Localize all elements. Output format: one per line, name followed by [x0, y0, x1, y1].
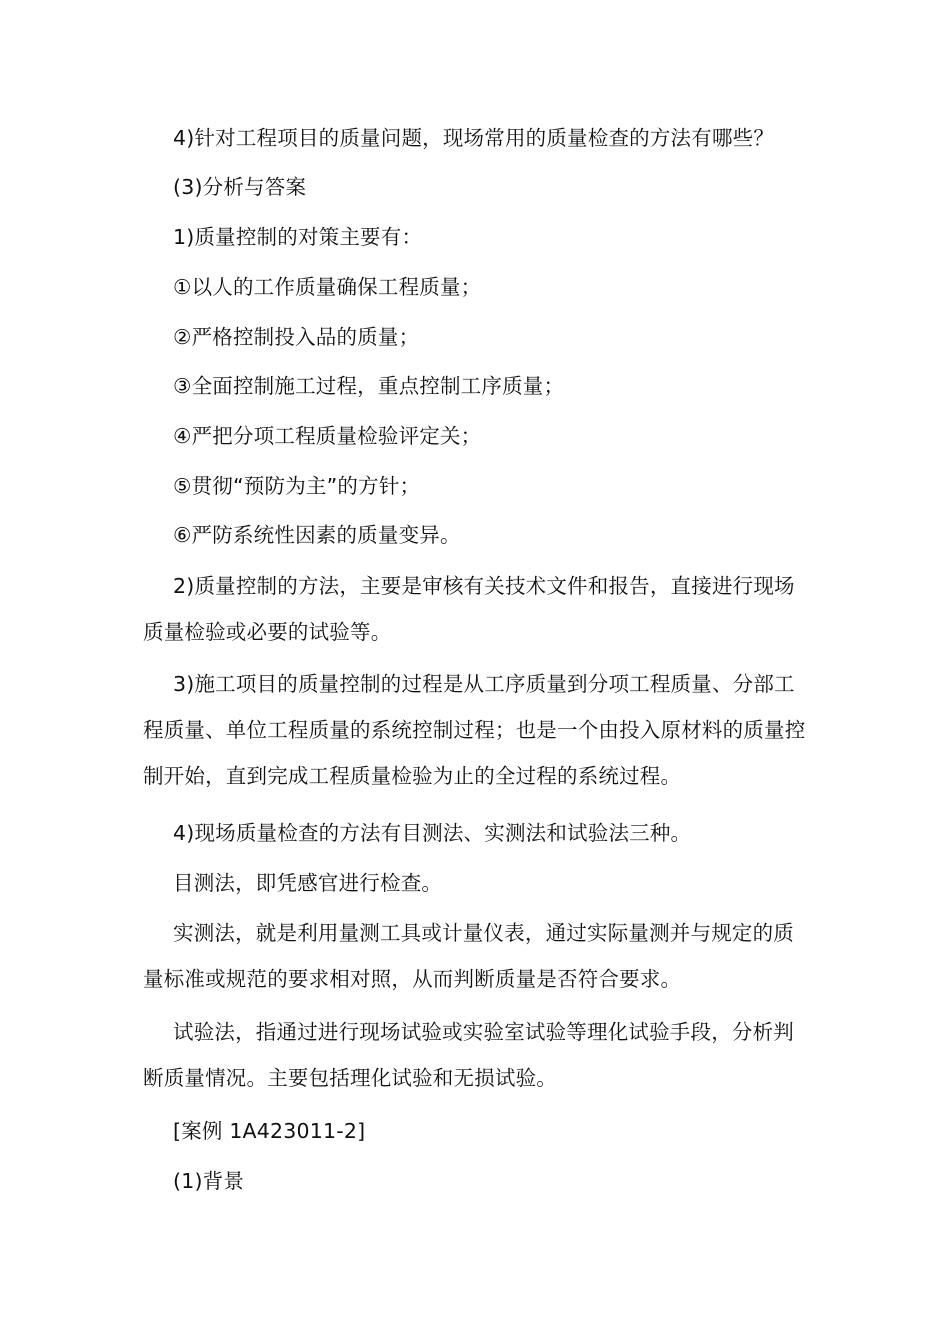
paragraph-background-heading: (1)背景 — [173, 1169, 245, 1193]
paragraph-item-3: ③全面控制施工过程，重点控制工序质量； — [173, 374, 565, 398]
paragraph-test-method: 试验法，指通过进行现场试验或实验室试验等理化试验手段，分析判断质量情况。主要包括理化试验和无损试验。 — [143, 1020, 794, 1090]
paragraph-item-1: ①以人的工作质量确保工程质量； — [173, 275, 482, 299]
paragraph-item-5: ⑤贯彻“预防为主”的方针； — [173, 474, 421, 498]
paragraph-case-heading: [案例 1A423011-2] — [173, 1119, 366, 1143]
paragraph-question-4: 4)针对工程项目的质量问题，现场常用的质量检查的方法有哪些？ — [173, 126, 775, 150]
paragraph-item-4: ④严把分项工程质量检验评定关； — [173, 424, 482, 448]
paragraph-answer-3: 3)施工项目的质量控制的过程是从工序质量到分项工程质量、分部工程质量、单位工程质量的系统控制过程；也是一个由投入原材料的质量控制开始，直到完成工程质量检验为止的全过程的系统过程。 — [143, 672, 806, 788]
paragraph-visual-method: 目测法，即凭感官进行检查。 — [173, 871, 443, 895]
paragraph-analysis-heading: (3)分析与答案 — [173, 175, 307, 199]
paragraph-answer-1: 1)质量控制的对策主要有： — [173, 225, 423, 249]
paragraph-measure-method: 实测法，就是利用量测工具或计量仪表，通过实际量测并与规定的质量标准或规范的要求相对照，从而判断质量是否符合要求。 — [143, 921, 794, 991]
paragraph-answer-4: 4)现场质量检查的方法有目测法、实测法和试验法三种。 — [173, 821, 692, 845]
paragraph-item-6: ⑥严防系统性因素的质量变异。 — [173, 523, 461, 547]
paragraph-item-2: ②严格控制投入品的质量； — [173, 325, 420, 349]
paragraph-answer-2: 2)质量控制的方法，主要是审核有关技术文件和报告，直接进行现场质量检验或必要的试验等。 — [143, 574, 795, 644]
